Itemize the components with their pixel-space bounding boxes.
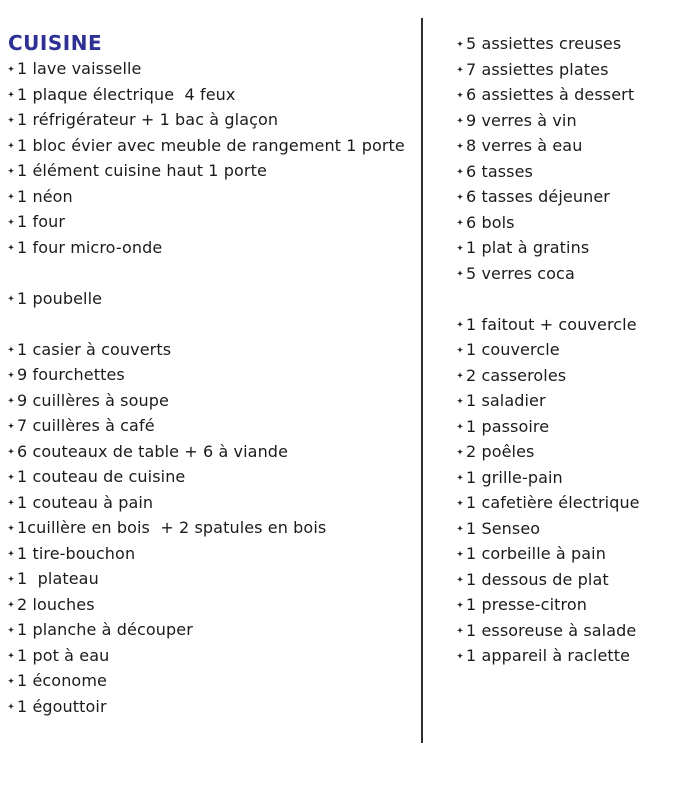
list-item xyxy=(457,643,685,669)
diamond-bullet-icon xyxy=(457,525,463,531)
diamond-bullet-icon xyxy=(8,244,14,250)
diamond-bullet-icon xyxy=(457,500,463,506)
diamond-bullet-icon xyxy=(457,576,463,582)
diamond-bullet-icon xyxy=(457,66,463,72)
item-text: 1 casier à couverts xyxy=(17,339,172,359)
item-text: 7 cuillères à café xyxy=(17,416,155,435)
diamond-bullet-icon xyxy=(8,525,14,531)
item-text: 2 louches xyxy=(17,594,95,614)
list-item xyxy=(8,107,418,133)
list-item xyxy=(457,567,685,593)
item-text: 1 plateau xyxy=(17,569,99,588)
list-item xyxy=(8,209,418,235)
item-text: 1 élément cuisine haut 1 porte xyxy=(17,161,267,180)
list-item xyxy=(8,82,418,108)
item-text: 1cuillère en bois + 2 spatules en bois xyxy=(17,518,327,537)
list-item xyxy=(8,668,418,694)
diamond-bullet-icon xyxy=(8,397,14,403)
item-text: 1 dessous de plat xyxy=(466,569,609,589)
item-text: 6 bols xyxy=(466,212,515,232)
item-text: 1 bloc évier avec meuble de rangement 1 porte xyxy=(17,135,405,155)
diamond-bullet-icon xyxy=(457,245,463,251)
item-text: 1 économe xyxy=(17,671,107,690)
list-item xyxy=(457,439,685,465)
right-column xyxy=(457,31,685,669)
diamond-bullet-icon xyxy=(457,627,463,633)
item-text: 7 assiettes plates xyxy=(466,59,609,79)
list-item xyxy=(8,158,418,184)
list-item xyxy=(457,184,685,210)
item-text: 8 verres à eau xyxy=(466,136,583,155)
diamond-bullet-icon xyxy=(8,499,14,505)
item-text: 6 tasses déjeuner xyxy=(466,187,610,206)
list-item xyxy=(8,311,418,337)
list-item xyxy=(8,694,418,720)
list-item xyxy=(8,413,418,439)
diamond-bullet-icon xyxy=(457,347,463,353)
list-item xyxy=(8,541,418,567)
diamond-bullet-icon xyxy=(8,678,14,684)
item-text: 1 couvercle xyxy=(466,340,560,359)
column-divider xyxy=(421,18,423,743)
item-text: 6 tasses xyxy=(466,161,533,181)
diamond-bullet-icon xyxy=(8,372,14,378)
diamond-bullet-icon xyxy=(457,449,463,455)
list-item xyxy=(457,31,685,57)
left-item-list xyxy=(8,56,418,719)
item-text: 1 four xyxy=(17,212,66,231)
list-item xyxy=(457,261,685,287)
diamond-bullet-icon xyxy=(457,653,463,659)
diamond-bullet-icon xyxy=(457,41,463,47)
page-title: CUISINE xyxy=(8,31,103,55)
diamond-bullet-icon xyxy=(8,423,14,429)
list-item xyxy=(457,159,685,185)
diamond-bullet-icon xyxy=(457,551,463,557)
diamond-bullet-icon xyxy=(457,270,463,276)
diamond-bullet-icon xyxy=(8,91,14,97)
diamond-bullet-icon xyxy=(8,448,14,454)
diamond-bullet-icon xyxy=(8,601,14,607)
list-item xyxy=(8,184,418,210)
item-text: 1 saladier xyxy=(466,391,546,410)
list-item xyxy=(457,465,685,491)
item-text: 1 égouttoir xyxy=(17,696,107,716)
diamond-bullet-icon xyxy=(8,219,14,225)
list-item xyxy=(8,388,418,414)
diamond-bullet-icon xyxy=(457,194,463,200)
item-text: 1 corbeille à pain xyxy=(466,544,606,563)
item-text: 5 assiettes creuses xyxy=(466,34,622,53)
list-item xyxy=(8,439,418,465)
item-text: 2 poêles xyxy=(466,442,535,461)
item-text: 1 réfrigérateur + 1 bac à glaçon xyxy=(17,110,279,129)
list-item xyxy=(457,57,685,83)
item-text: 1 planche à découper xyxy=(17,620,193,639)
diamond-bullet-icon xyxy=(8,550,14,556)
item-text: 1 néon xyxy=(17,186,73,206)
item-text: 1 plaque électrique 4 feux xyxy=(17,84,236,104)
item-text: 1 couteau de cuisine xyxy=(17,467,186,486)
item-text: 1 appareil à raclette xyxy=(466,646,631,665)
list-item xyxy=(457,235,685,261)
list-item xyxy=(8,643,418,669)
item-text: 1 cafetière électrique xyxy=(466,493,640,512)
list-item xyxy=(8,56,418,82)
diamond-bullet-icon xyxy=(8,193,14,199)
list-item xyxy=(457,618,685,644)
list-item xyxy=(457,516,685,542)
item-text: 9 fourchettes xyxy=(17,365,125,384)
diamond-bullet-icon xyxy=(457,602,463,608)
diamond-bullet-icon xyxy=(8,117,14,123)
list-item xyxy=(457,210,685,236)
item-text: 1 faitout + couvercle xyxy=(466,314,637,334)
item-text: 1 passoire xyxy=(466,416,550,436)
list-item xyxy=(8,286,418,312)
list-item xyxy=(8,566,418,592)
item-text: 1 plat à gratins xyxy=(466,238,590,257)
item-text: 1 Senseo xyxy=(466,518,541,538)
item-text: 1 poubelle xyxy=(17,288,103,308)
diamond-bullet-icon xyxy=(8,652,14,658)
list-item xyxy=(8,464,418,490)
diamond-bullet-icon xyxy=(457,423,463,429)
diamond-bullet-icon xyxy=(457,321,463,327)
item-text: 6 assiettes à dessert xyxy=(466,85,635,104)
list-item xyxy=(457,541,685,567)
list-item xyxy=(8,362,418,388)
diamond-bullet-icon xyxy=(457,117,463,123)
list-item xyxy=(457,133,685,159)
item-text: 9 verres à vin xyxy=(466,110,577,130)
diamond-bullet-icon xyxy=(8,474,14,480)
list-item xyxy=(457,286,685,312)
list-item xyxy=(8,235,418,261)
diamond-bullet-icon xyxy=(8,703,14,709)
diamond-bullet-icon xyxy=(8,576,14,582)
left-column xyxy=(8,30,418,719)
list-item xyxy=(457,108,685,134)
list-item xyxy=(457,414,685,440)
list-item xyxy=(8,515,418,541)
list-item xyxy=(8,490,418,516)
item-text: 1 pot à eau xyxy=(17,645,110,665)
list-item xyxy=(8,133,418,159)
diamond-bullet-icon xyxy=(8,295,14,301)
list-item xyxy=(457,82,685,108)
diamond-bullet-icon xyxy=(8,627,14,633)
item-text: 9 cuillères à soupe xyxy=(17,390,169,410)
list-item xyxy=(8,337,418,363)
list-item xyxy=(8,592,418,618)
list-item xyxy=(457,388,685,414)
item-text: 6 couteaux de table + 6 à viande xyxy=(17,441,289,461)
list-item xyxy=(457,312,685,338)
item-text: 1 essoreuse à salade xyxy=(466,620,637,640)
list-item xyxy=(457,592,685,618)
list-item xyxy=(8,260,418,286)
diamond-bullet-icon xyxy=(457,474,463,480)
diamond-bullet-icon xyxy=(457,92,463,98)
diamond-bullet-icon xyxy=(457,219,463,225)
diamond-bullet-icon xyxy=(8,168,14,174)
item-text: 1 couteau à pain xyxy=(17,492,154,512)
diamond-bullet-icon xyxy=(457,398,463,404)
item-text: 1 lave vaisselle xyxy=(17,59,142,78)
diamond-bullet-icon xyxy=(457,143,463,149)
right-item-list xyxy=(457,31,685,669)
diamond-bullet-icon xyxy=(8,66,14,72)
diamond-bullet-icon xyxy=(8,346,14,352)
diamond-bullet-icon xyxy=(457,372,463,378)
list-item xyxy=(8,617,418,643)
list-item xyxy=(457,363,685,389)
list-item xyxy=(457,490,685,516)
item-text: 1 presse-citron xyxy=(466,595,587,614)
item-text: 1 four micro-onde xyxy=(17,237,163,257)
item-text: 1 grille-pain xyxy=(466,467,563,487)
diamond-bullet-icon xyxy=(457,168,463,174)
item-text: 2 casseroles xyxy=(466,365,567,385)
item-text: 1 tire-bouchon xyxy=(17,543,136,563)
item-text: 5 verres coca xyxy=(466,263,575,283)
diamond-bullet-icon xyxy=(8,142,14,148)
list-item xyxy=(457,337,685,363)
